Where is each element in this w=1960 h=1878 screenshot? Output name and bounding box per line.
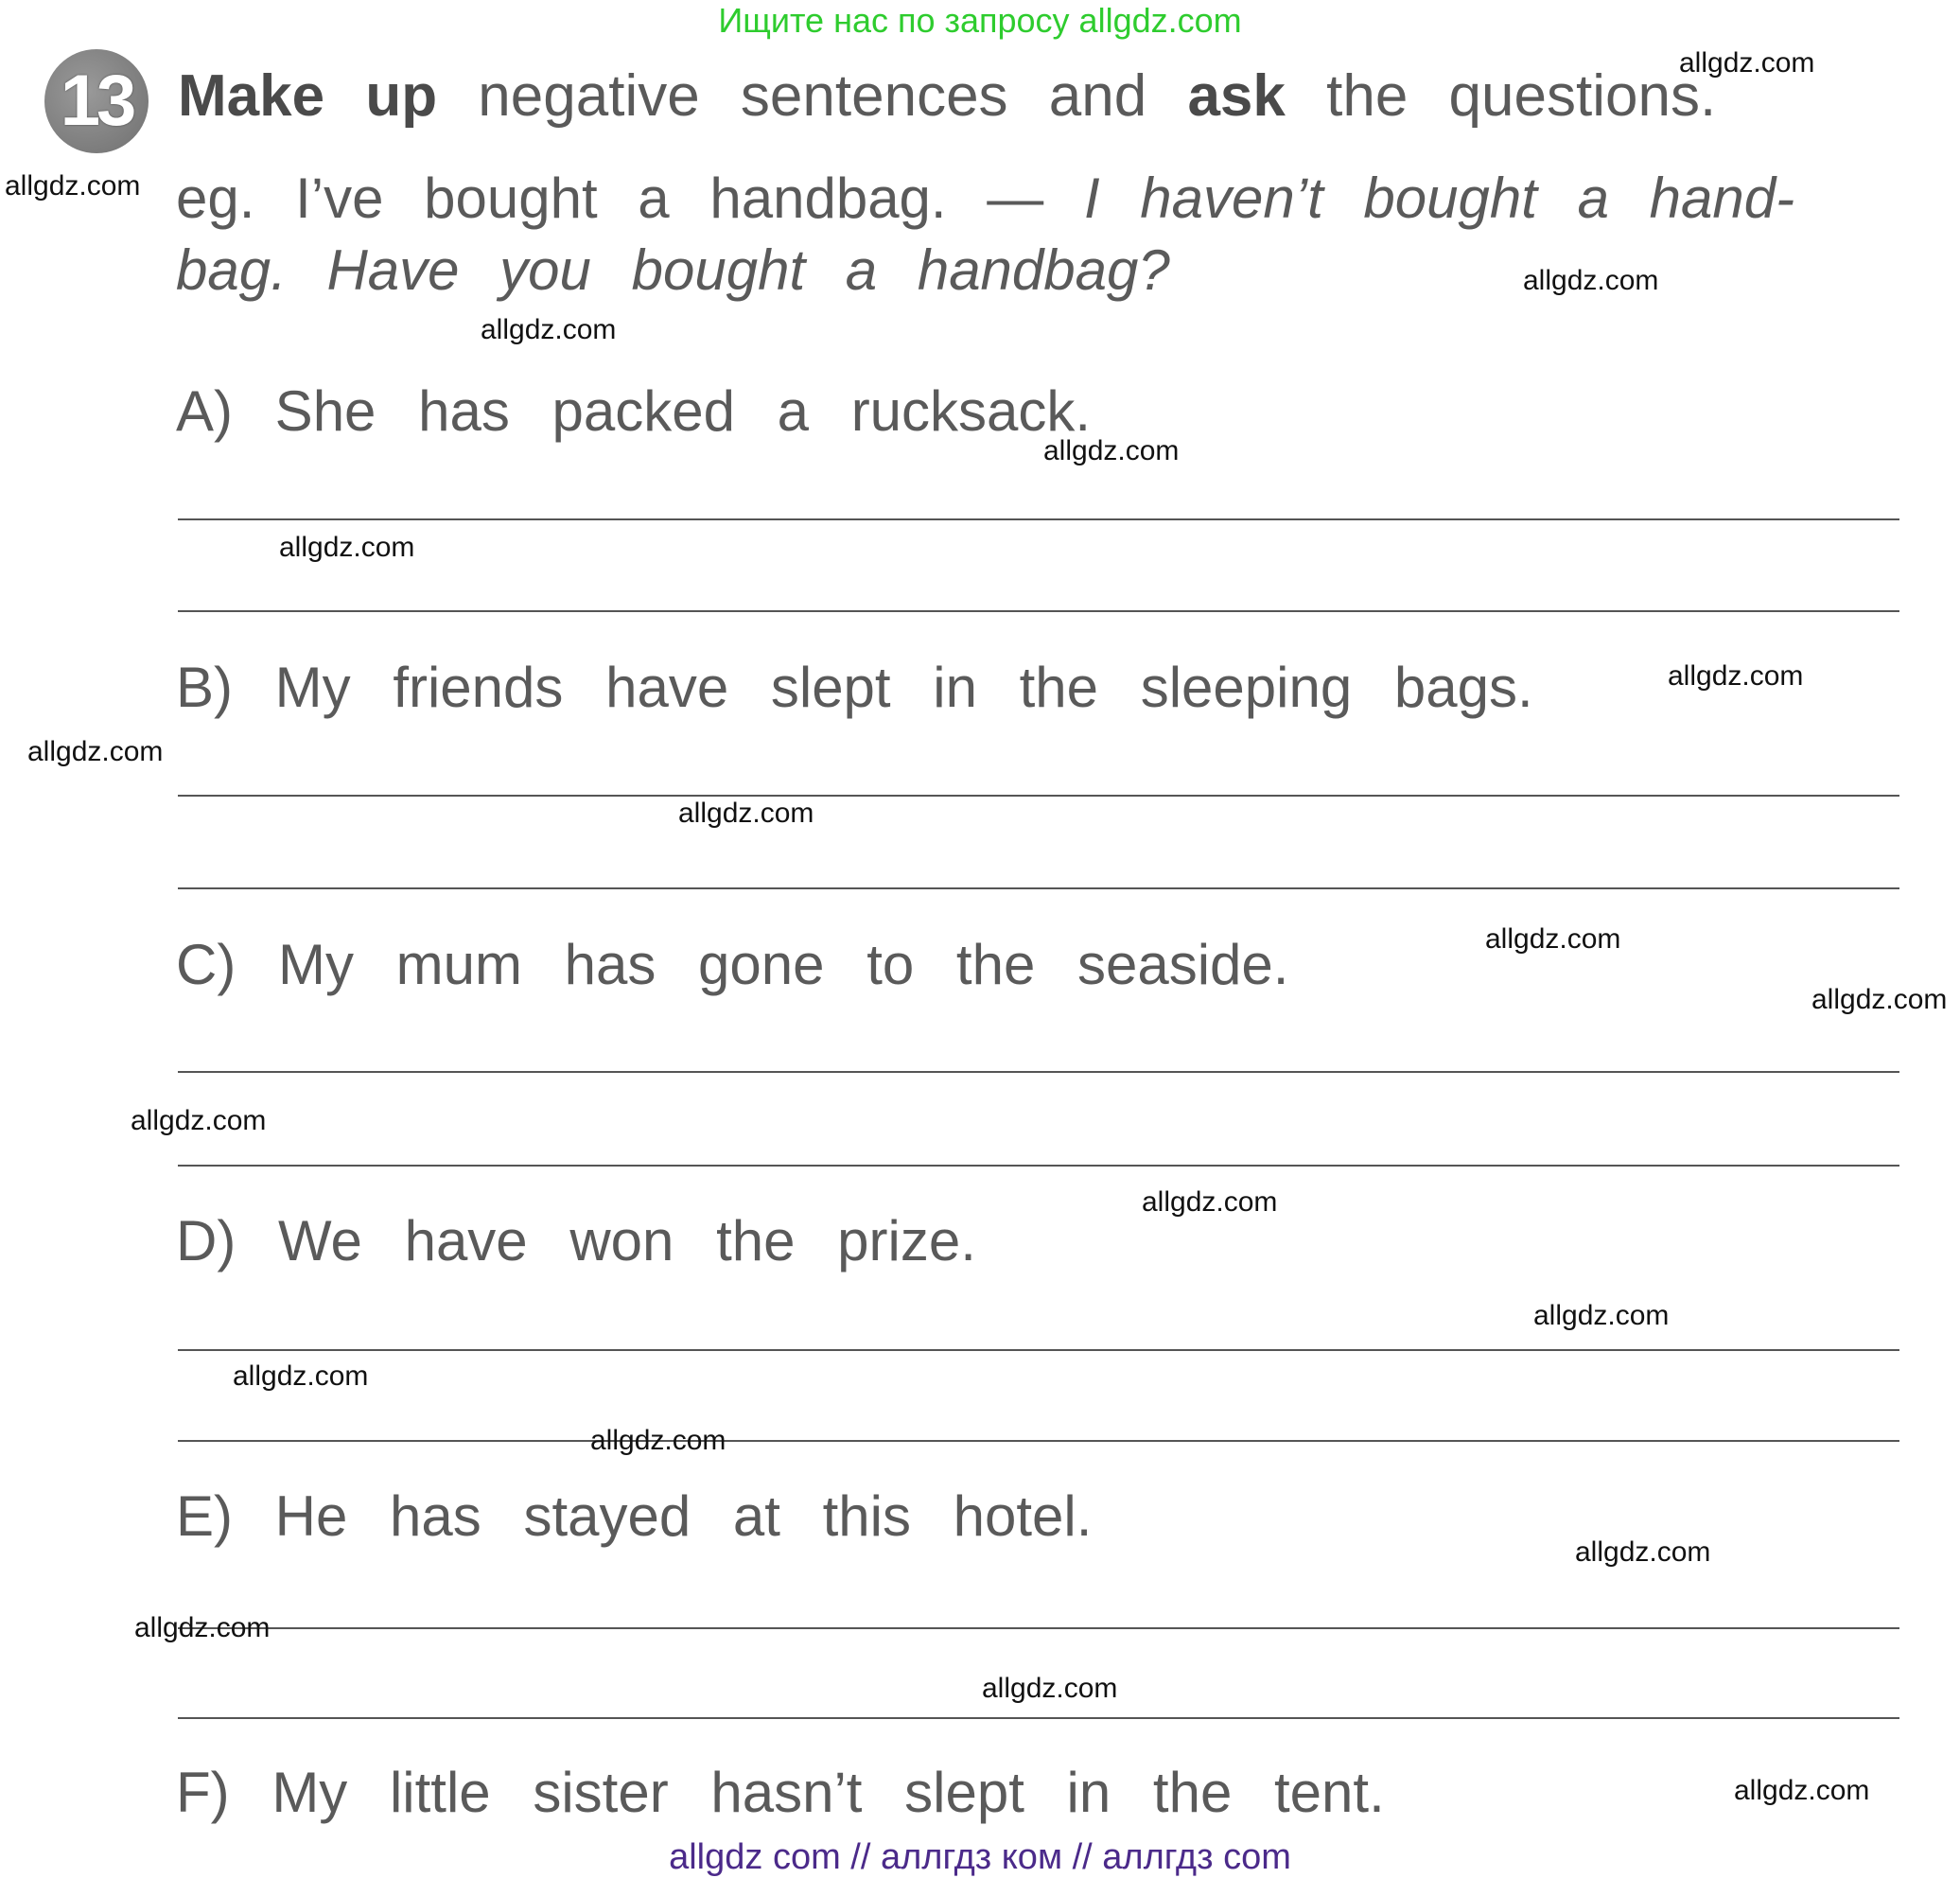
item-sentence: My mum has gone to the seaside. [277,933,1289,996]
bottom-banner: allgdz com // аллгдз ком // аллгдз com [669,1837,1291,1877]
watermark: allgdz.com [134,1612,271,1643]
watermark: allgdz.com [1575,1536,1711,1568]
watermark: allgdz.com [5,170,141,202]
watermark: allgdz.com [279,532,415,563]
exercise-instruction [178,62,1909,130]
instruction-bold-make-up: Make up [178,63,438,129]
item-letter: E) [176,1484,233,1548]
answer-line-c1[interactable] [178,1071,1899,1073]
item-d [176,1208,1898,1273]
item-sentence: She has packed a rucksack. [274,379,1092,443]
answer-line-d1[interactable] [178,1349,1899,1351]
answer-line-c2[interactable] [178,1165,1899,1167]
example-answer: I haven’t bought a hand- bag. Have you bought a handbag? [176,167,1795,302]
watermark: allgdz.com [1668,660,1804,692]
answer-line-e2[interactable] [178,1717,1899,1719]
answer-line-a1[interactable] [178,518,1899,520]
answer-line-a2[interactable] [178,610,1899,612]
item-letter: B) [176,656,233,719]
watermark: allgdz.com [678,798,814,829]
item-b [176,655,1898,720]
watermark: allgdz.com [1811,984,1948,1015]
item-sentence: He has stayed at this hotel. [274,1484,1093,1548]
exercise-number-badge: 13 [44,49,149,153]
watermark: allgdz.com [982,1673,1118,1704]
answer-line-b2[interactable] [178,887,1899,889]
watermark: allgdz.com [233,1360,369,1392]
watermark: allgdz.com [1043,435,1180,466]
watermark: allgdz.com [590,1425,726,1456]
watermark: allgdz.com [131,1105,267,1136]
watermark: allgdz.com [27,736,164,767]
instruction-text-1: negative sentences and [437,63,1188,129]
answer-line-b1[interactable] [178,795,1899,797]
watermark: allgdz.com [1679,47,1815,79]
instruction-bold-ask: ask [1187,63,1286,129]
watermark: allgdz.com [481,314,617,345]
watermark: allgdz.com [1142,1186,1278,1218]
watermark: allgdz.com [1734,1775,1870,1806]
example-prefix: eg. I’ve bought a handbag. — [176,167,1084,230]
watermark: allgdz.com [1485,923,1621,955]
item-letter: F) [176,1761,230,1824]
item-f [176,1760,1898,1825]
answer-line-d2[interactable] [178,1440,1899,1442]
item-letter: C) [176,933,236,996]
item-letter: A) [176,379,233,443]
item-c [176,932,1898,997]
item-sentence: My friends have slept in the sleeping bags. [274,656,1533,719]
top-banner: Ищите нас по запросу allgdz.com [718,1,1242,40]
item-sentence: My little sister hasn’t slept in the tent. [271,1761,1385,1824]
item-sentence: We have won the prize. [277,1209,976,1272]
watermark: allgdz.com [1533,1300,1670,1331]
watermark: allgdz.com [1523,265,1659,296]
answer-line-e1[interactable] [178,1627,1899,1629]
instruction-text-2: the questions. [1285,63,1717,129]
item-a [176,378,1898,444]
item-letter: D) [176,1209,236,1272]
